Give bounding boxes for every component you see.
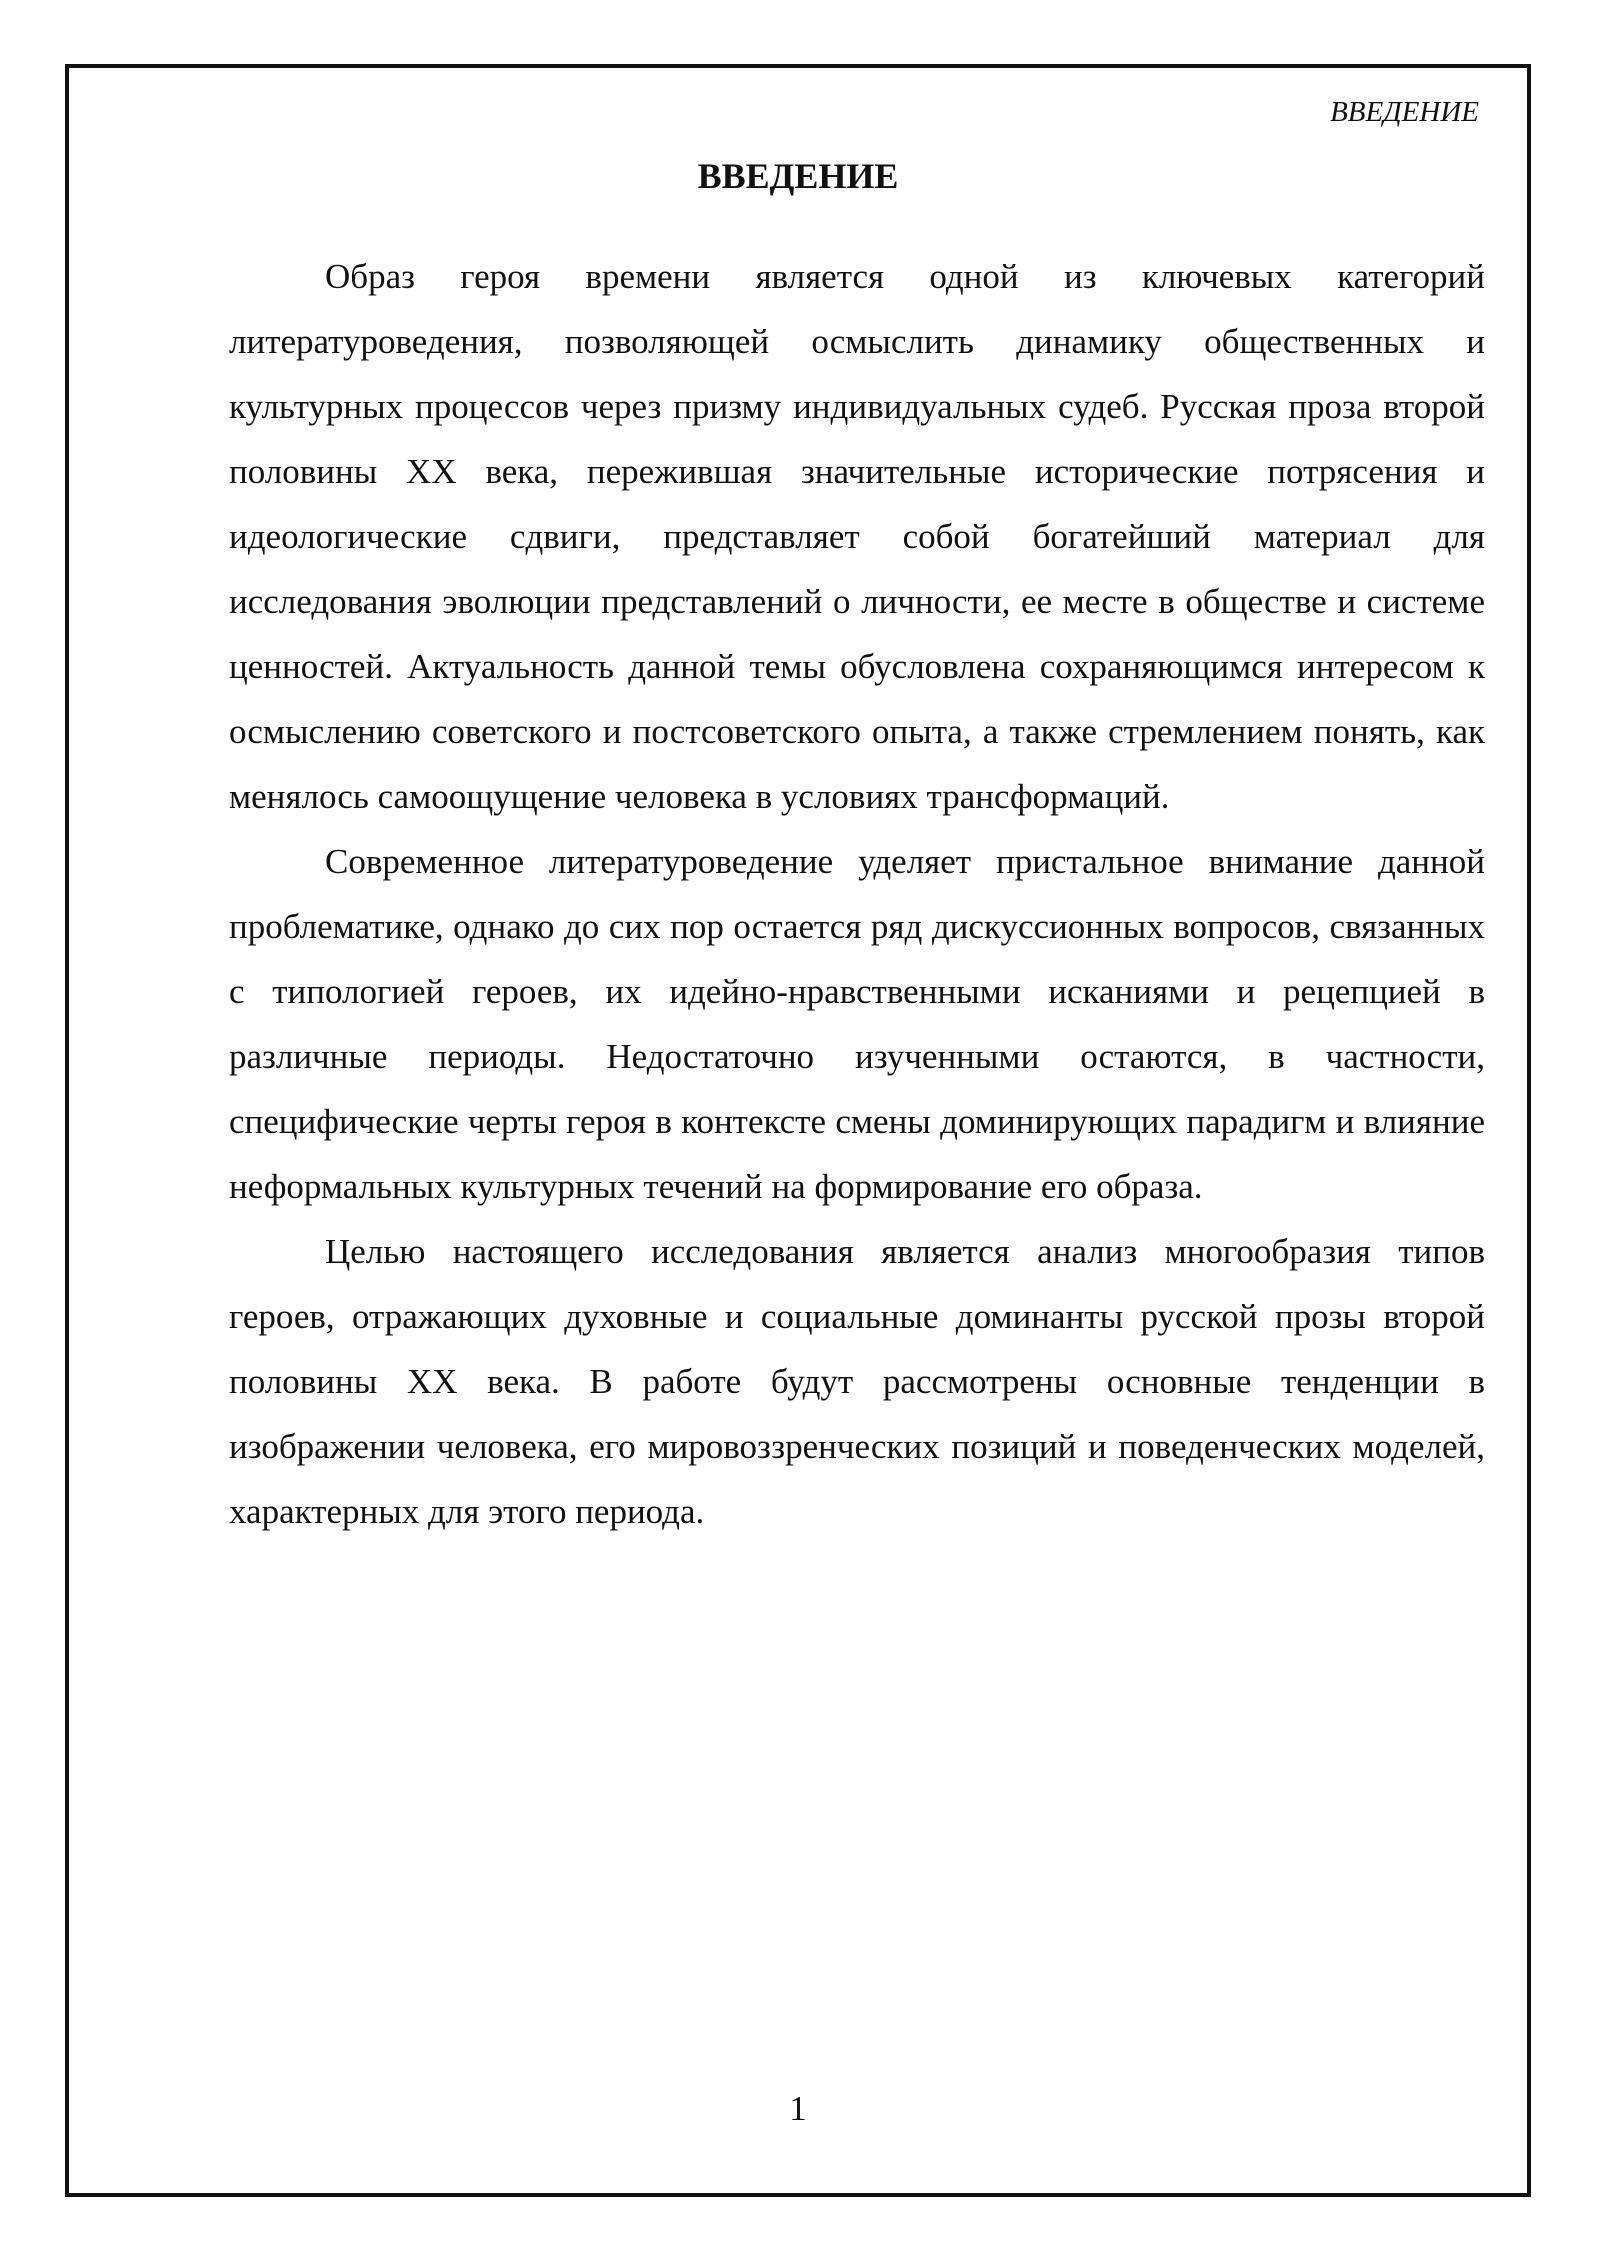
paragraph-1: Образ героя времени является одной из ключевых категорий литературоведения, позволяющей осмыслить динамику общественных и культурных процессов через призму индивидуальных судеб. Русская проза второй половины XX века, пережившая значительные исторические потрясения и идеологические сдвиги, представляет собой богатейший материал для исследования эволюции представлений о личности, ее месте в обществе и системе ценностей. Актуальность данной темы обусловлена сохраняющимся интересом к осмыслению советского и постсоветского опыта, а также стремлением понять, как менялось самоощущение человека в условиях трансформаций. [229, 257, 1485, 816]
paragraph-2: Современное литературоведение уделяет пристальное внимание данной проблематике, однако до сих пор остается ряд дискуссионных вопросов, связанных с типологией героев, их идейно-нравственными исканиями и рецепцией в различные периоды. Недостаточно изученными остаются, в частности, специфические черты героя в контексте смены доминирующих парадигм и влияние неформальных культурных течений на формирование его образа. [229, 842, 1485, 1206]
page-number: 1 [789, 2089, 807, 2128]
running-header: ВВЕДЕНИЕ [1330, 96, 1479, 128]
body-text [229, 244, 1485, 1544]
page-title: ВВЕДЕНИЕ [697, 156, 899, 196]
paragraph-3: Целью настоящего исследования является анализ многообразия типов героев, отражающих духовные и социальные доминанты русской прозы второй половины XX века. В работе будут рассмотрены основные тенденции в изображении человека, его мировоззренческих позиций и поведенческих моделей, характерных для этого периода. [229, 1232, 1485, 1531]
page-frame [65, 64, 1531, 2197]
